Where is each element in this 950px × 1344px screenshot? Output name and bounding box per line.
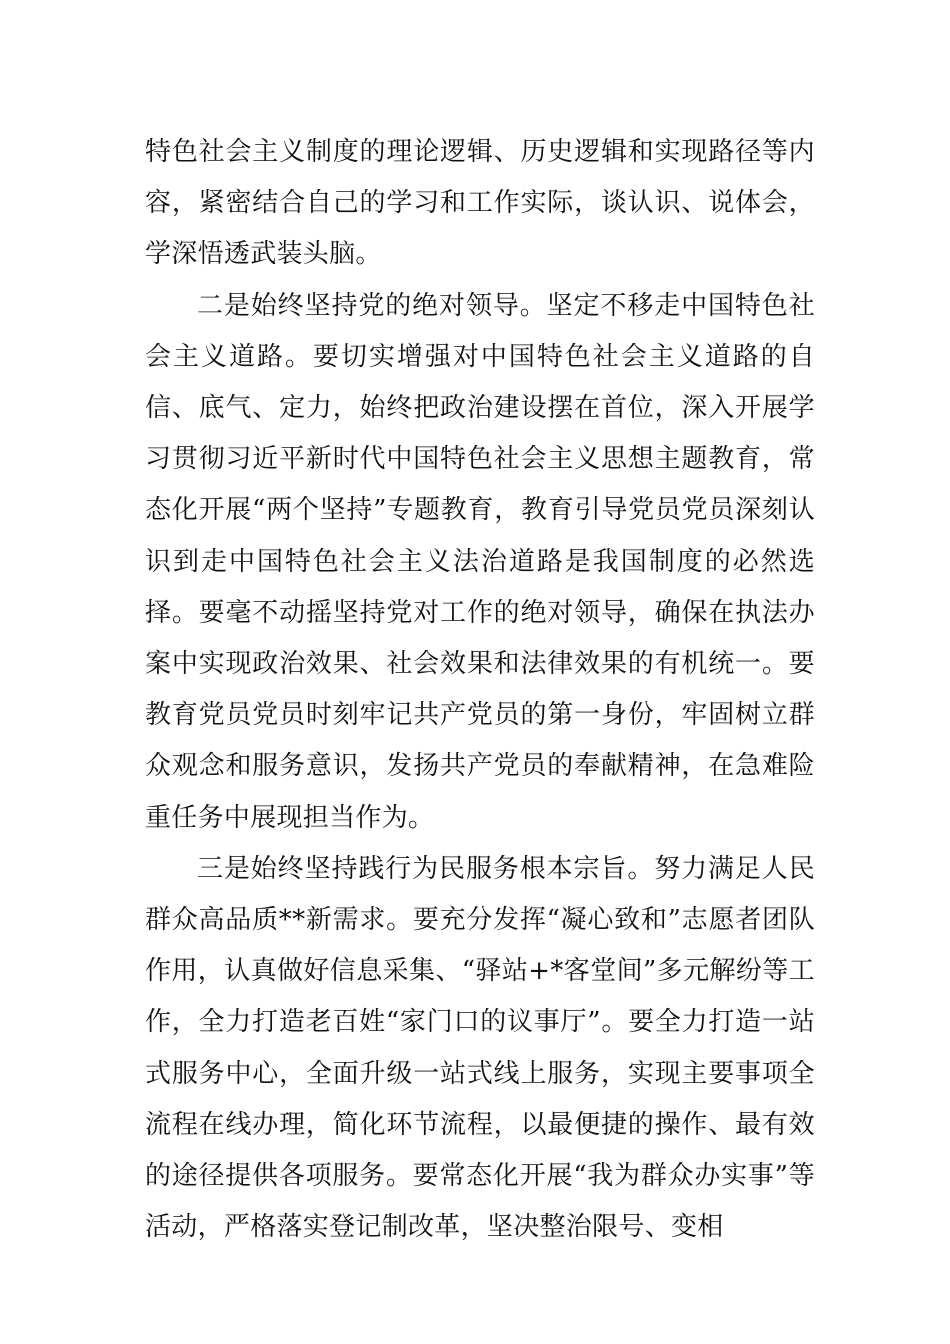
- paragraph-serve-people: 三是始终坚持践行为民服务根本宗旨。努力满足人民群众高品质**新需求。要充分发挥“凝心致和”志愿者团队作用，认真做好信息采集、“驿站+*客堂间”多元解纷等工作，全力打造老百姓“家门口的议事厅”。要全力打造一站式服务中心，全面升级一站式线上服务，实现主要事项全流程在线办理，简化环节流程，以最便捷的操作、最有效的途径提供各项服务。要常态化开展“我为群众办实事”等活动，严格落实登记制改革，坚决整治限号、变相: [145, 853, 815, 1243]
- paragraph-continuation: 特色社会主义制度的理论逻辑、历史逻辑和实现路径等内容，紧密结合自己的学习和工作实际，谈认识、说体会，学深悟透武装头脑。: [145, 137, 815, 270]
- document-body: [145, 127, 815, 1253]
- paragraph-party-leadership: 二是始终坚持党的绝对领导。坚定不移走中国特色社会主义道路。要切实增强对中国特色社会主义道路的自信、底气、定力，始终把政治建设摆在首位，深入开展学习贯彻习近平新时代中国特色社会主义思想主题教育，常态化开展“两个坚持”专题教育，教育引导党员党员深刻认识到走中国特色社会主义法治道路是我国制度的必然选择。要毫不动摇坚持党对工作的绝对领导，确保在执法办案中实现政治效果、社会效果和法律效果的有机统一。要教育党员党员时刻牢记共产党员的第一身份，牢固树立群众观念和服务意识，发扬共产党员的奉献精神，在急难险重任务中展现担当作为。: [145, 290, 815, 833]
